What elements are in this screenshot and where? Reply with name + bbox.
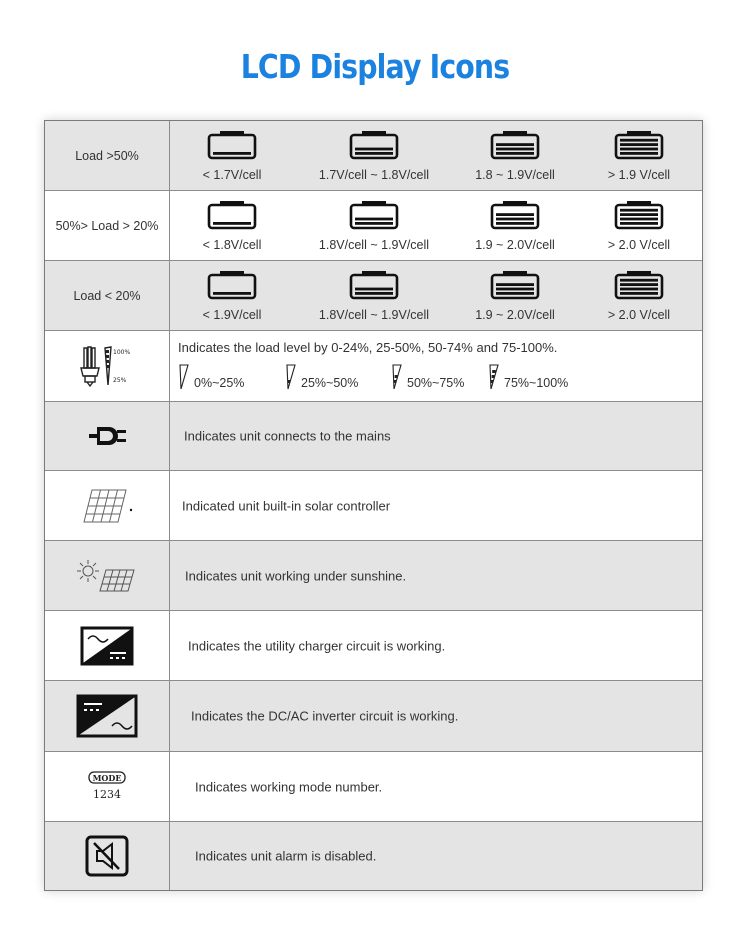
page-title: LCD Display Icons bbox=[240, 47, 510, 86]
battery-icon bbox=[614, 130, 664, 160]
battery-voltage-label: 1.8V/cell ~ 1.9V/cell bbox=[318, 238, 430, 252]
battery-icon bbox=[490, 130, 540, 160]
level-label: 0%~25% bbox=[194, 376, 245, 390]
alarm-description: Indicates unit alarm is disabled. bbox=[195, 848, 377, 864]
alarm-off-icon bbox=[85, 835, 129, 877]
battery-icon bbox=[349, 270, 399, 300]
load-bottom-label: 25% bbox=[113, 377, 127, 384]
battery-row-load-mid bbox=[45, 190, 702, 260]
load-wedge-icon bbox=[391, 364, 403, 390]
bulb-icon bbox=[75, 344, 139, 388]
level-label: 75%~100% bbox=[504, 376, 569, 390]
mains-row bbox=[45, 401, 702, 470]
battery-voltage-label: < 1.8V/cell bbox=[202, 238, 262, 252]
battery-voltage-label: > 1.9 V/cell bbox=[607, 168, 671, 182]
level-label: 50%~75% bbox=[407, 376, 465, 390]
load-wedge-icon bbox=[488, 364, 500, 390]
row-label: Load < 20% bbox=[45, 261, 170, 330]
sunshine-row bbox=[45, 540, 702, 610]
battery-voltage-label: 1.9 ~ 2.0V/cell bbox=[475, 238, 555, 252]
mode-description: Indicates working mode number. bbox=[195, 779, 383, 794]
load-level-content bbox=[170, 331, 702, 401]
inverter-row bbox=[45, 680, 702, 751]
level-label: 25%~50% bbox=[301, 376, 359, 390]
icon-table bbox=[44, 120, 703, 891]
battery-icon bbox=[207, 130, 257, 160]
battery-icon bbox=[490, 200, 540, 230]
solar-controller-description: Indicated unit built-in solar controller bbox=[182, 498, 391, 513]
battery-levels bbox=[170, 261, 702, 330]
battery-icon bbox=[614, 270, 664, 300]
row-label: Load >50% bbox=[45, 121, 170, 190]
load-level-icon bbox=[45, 331, 170, 401]
sun-panel-icon bbox=[76, 559, 138, 593]
sunshine-description: Indicates unit working under sunshine. bbox=[185, 568, 407, 583]
charger-description: Indicates the utility charger circuit is working. bbox=[188, 638, 446, 653]
battery-voltage-label: > 2.0 V/cell bbox=[607, 238, 671, 252]
battery-voltage-label: < 1.7V/cell bbox=[202, 168, 262, 182]
battery-row-load-low bbox=[45, 260, 702, 330]
level-2 bbox=[391, 364, 464, 390]
load-level-description: Indicates the load level by 0-24%, 25-50%, 50-74% and 75-100%. bbox=[178, 340, 558, 355]
battery-voltage-label: > 2.0 V/cell bbox=[607, 308, 671, 322]
solar-controller-row bbox=[45, 470, 702, 540]
load-wedge-icon bbox=[285, 364, 297, 390]
load-wedge-icon bbox=[178, 364, 190, 390]
charger-icon bbox=[80, 626, 134, 666]
battery-voltage-label: 1.8 ~ 1.9V/cell bbox=[475, 168, 555, 182]
battery-levels bbox=[170, 121, 702, 190]
battery-icon bbox=[349, 200, 399, 230]
inverter-description: Indicates the DC/AC inverter circuit is working. bbox=[191, 708, 459, 724]
level-1 bbox=[285, 364, 358, 390]
mode-icon bbox=[85, 770, 129, 804]
battery-voltage-label: 1.7V/cell ~ 1.8V/cell bbox=[318, 168, 430, 182]
inverter-icon bbox=[76, 694, 138, 738]
battery-icon bbox=[207, 270, 257, 300]
mode-number: 1234 bbox=[93, 787, 121, 801]
level-0 bbox=[178, 364, 244, 390]
battery-voltage-label: 1.9 ~ 2.0V/cell bbox=[475, 308, 555, 322]
load-top-label: 100% bbox=[113, 349, 131, 356]
battery-icon bbox=[614, 200, 664, 230]
mode-label: MODE bbox=[92, 772, 122, 783]
level-3 bbox=[488, 364, 568, 390]
battery-icon bbox=[207, 200, 257, 230]
row-label: 50%> Load > 20% bbox=[45, 191, 170, 260]
battery-icon bbox=[490, 270, 540, 300]
mains-description: Indicates unit connects to the mains bbox=[184, 428, 391, 444]
alarm-row bbox=[45, 821, 702, 890]
plug-icon bbox=[85, 424, 129, 448]
battery-voltage-label: 1.8V/cell ~ 1.9V/cell bbox=[318, 308, 430, 322]
mode-row bbox=[45, 751, 702, 821]
battery-icon bbox=[349, 130, 399, 160]
battery-voltage-label: < 1.9V/cell bbox=[202, 308, 262, 322]
charger-row bbox=[45, 610, 702, 680]
solar-panel-icon bbox=[80, 488, 134, 524]
load-level-row bbox=[45, 330, 702, 401]
battery-levels bbox=[170, 191, 702, 260]
battery-row-load-high bbox=[45, 121, 702, 190]
